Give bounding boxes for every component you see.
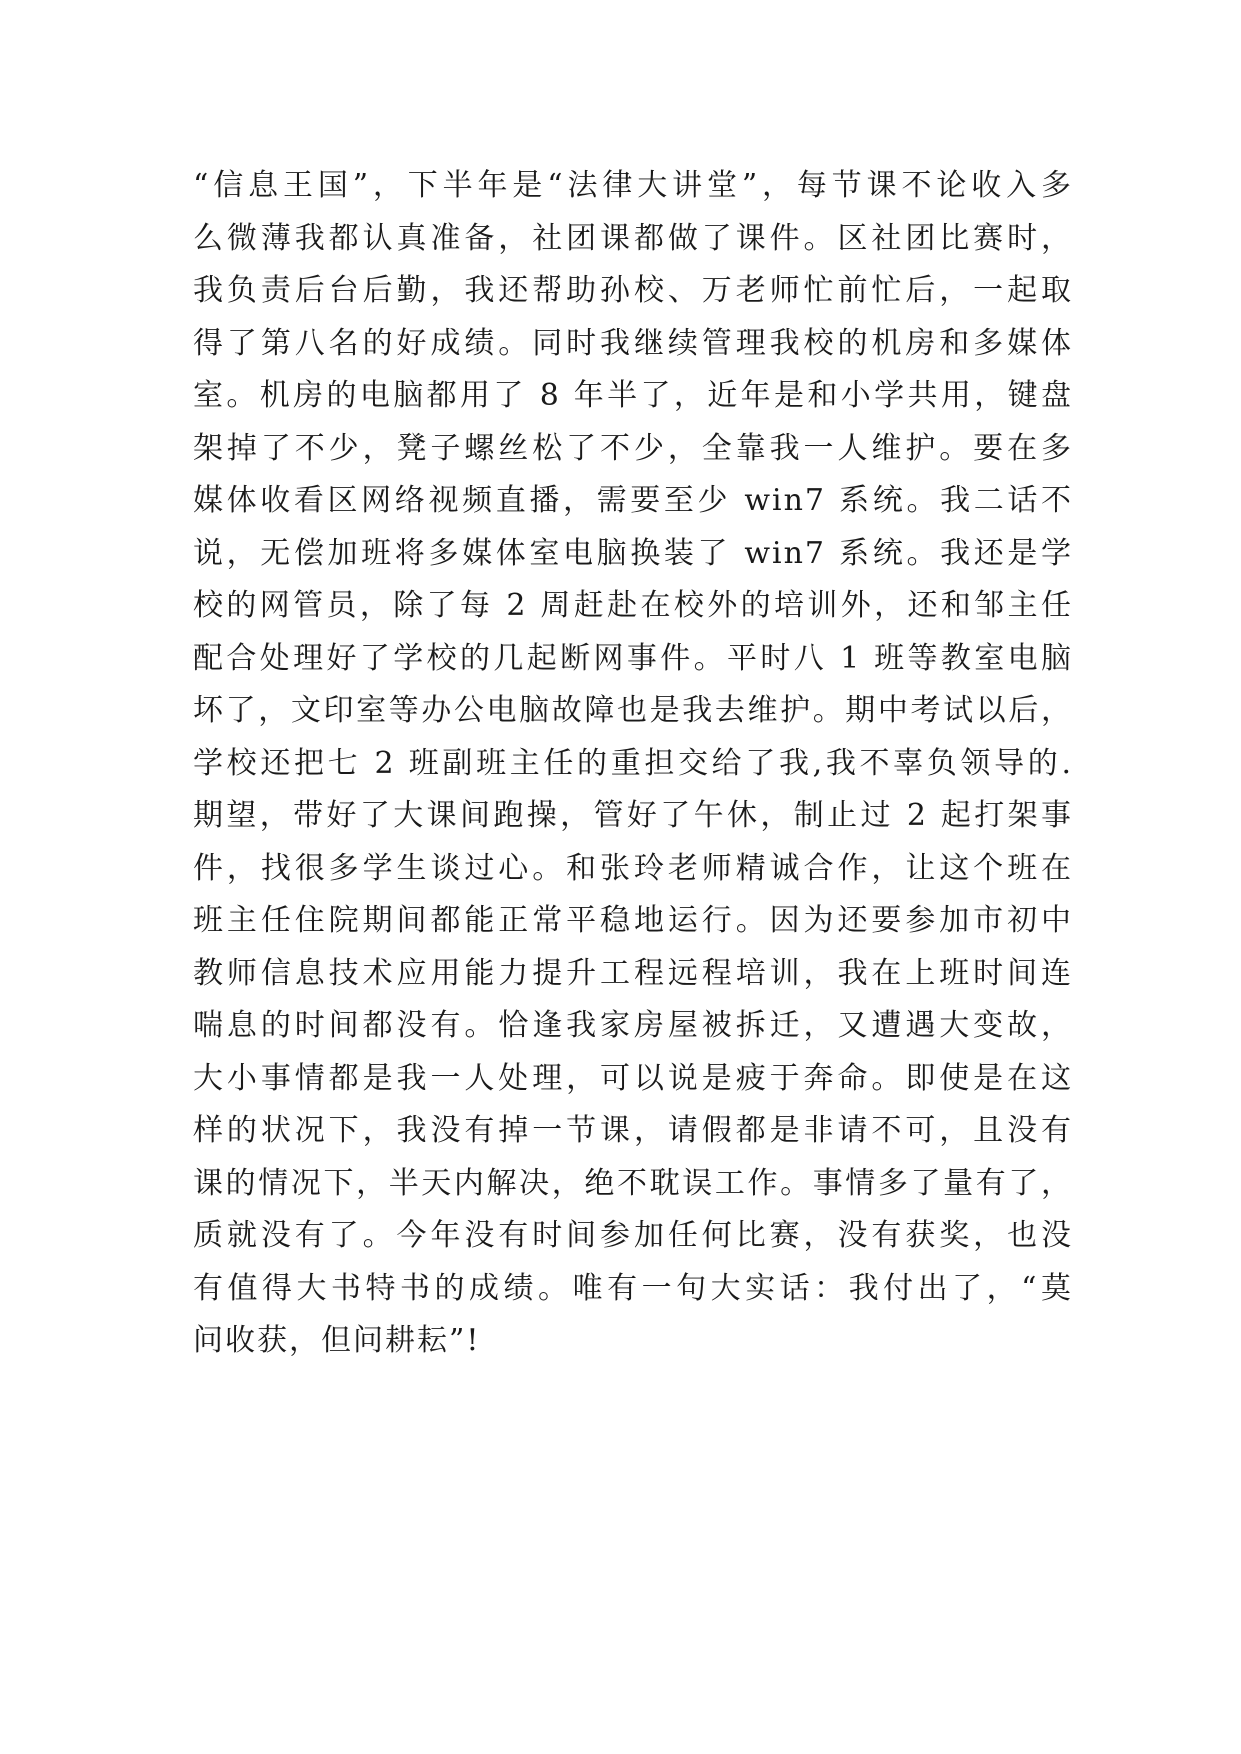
text-line: 坏了，文印室等办公电脑故障也是我去维护。期中考试以后， [193,693,1073,728]
text-line: 学校还把七 2 班副班主任的重担交给了我,我不辜负领导的. [193,745,1073,781]
text-line: 件，找很多学生谈过心。和张玲老师精诚合作，让这个班在 [193,850,1073,886]
body-paragraph [193,160,1073,1368]
text-line: 质就没有了。今年没有时间参加任何比赛，没有获奖，也没 [193,1218,1073,1253]
text-line: 校的网管员，除了每 2 周赶赴在校外的培训外，还和邹主任 [193,588,1073,623]
text-line: 课的情况下，半天内解决，绝不耽误工作。事情多了量有了， [193,1165,1073,1201]
text-line: 说，无偿加班将多媒体室电脑换装了 win7 系统。我还是学 [193,535,1073,571]
text-line: 样的状况下，我没有掉一节课，请假都是非请不可，且没有 [193,1113,1073,1148]
text-line: 大小事情都是我一人处理，可以说是疲于奔命。即使是在这 [193,1060,1073,1096]
text-line: 室。机房的电脑都用了 8 年半了，近年是和小学共用，键盘 [193,378,1073,413]
text-line: 我负责后台后勤，我还帮助孙校、万老师忙前忙后，一起取 [193,273,1073,308]
text-line: 得了第八名的好成绩。同时我继续管理我校的机房和多媒体 [193,325,1073,361]
text-line: 架掉了不少，凳子螺丝松了不少，全靠我一人维护。要在多 [193,430,1073,466]
text-line: 配合处理好了学校的几起断网事件。平时八 1 班等教室电脑 [193,640,1073,676]
text-line: 教师信息技术应用能力提升工程远程培训，我在上班时间连 [193,955,1073,991]
text-line: 媒体收看区网络视频直播，需要至少 win7 系统。我二话不 [193,483,1073,518]
text-line: 么微薄我都认真准备，社团课都做了课件。区社团比赛时， [193,220,1073,256]
text-line: “信息王国”，下半年是“法律大讲堂”，每节课不论收入多 [193,168,1073,203]
text-line: 有值得大书特书的成绩。唯有一句大实话：我付出了，“莫 [193,1270,1073,1306]
text-line: 班主任住院期间都能正常平稳地运行。因为还要参加市初中 [193,903,1073,938]
text-line: 期望，带好了大课间跑操，管好了午休，制止过 2 起打架事 [193,798,1073,833]
text-line: 问收获，但问耕耘”! [193,1323,481,1358]
text-line: 喘息的时间都没有。恰逢我家房屋被拆迁，又遭遇大变故， [193,1008,1073,1043]
